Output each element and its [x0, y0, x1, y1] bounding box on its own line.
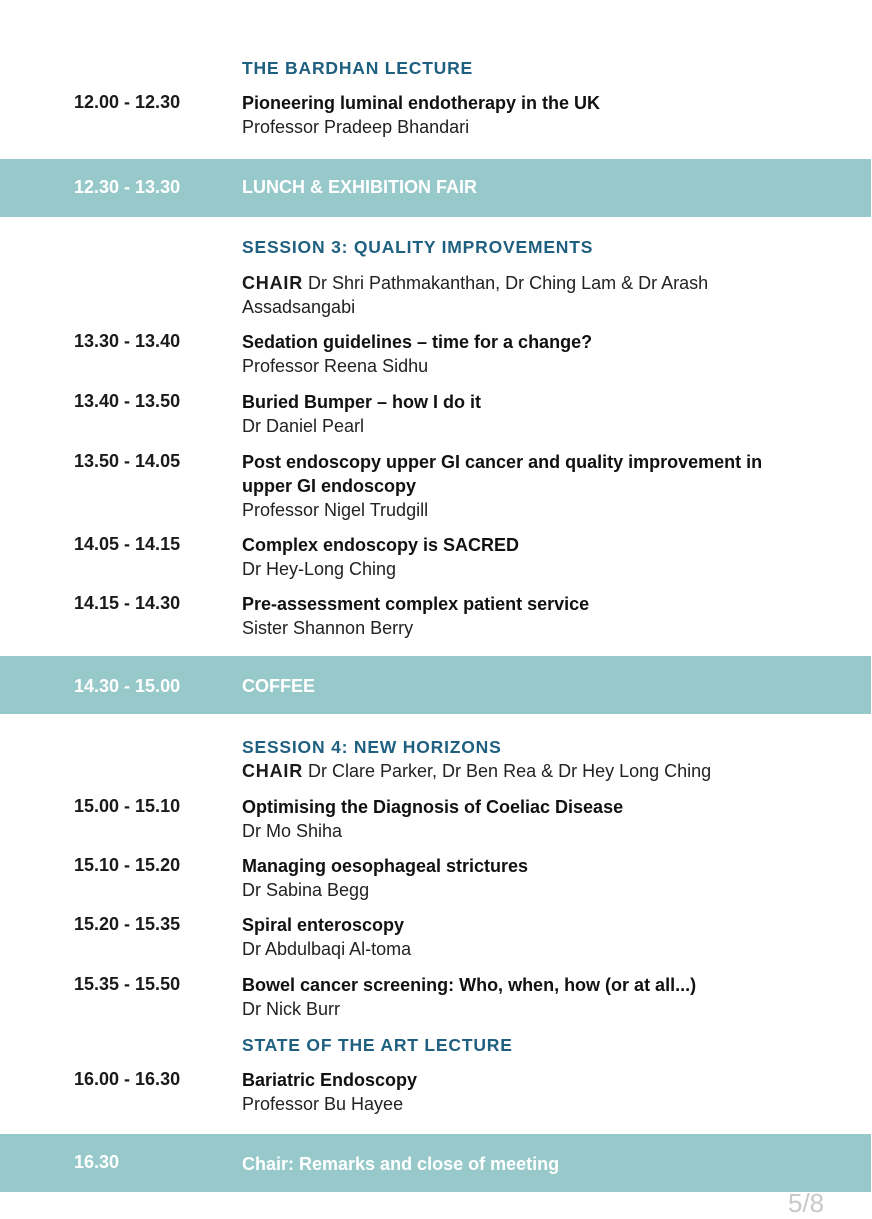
s3-item4-time: 14.05 - 14.15 — [74, 534, 181, 554]
s4-item3-speaker: Dr Abdulbaqi Al-toma — [242, 939, 412, 959]
session3-chair-label: CHAIR — [242, 273, 303, 293]
session4-heading: SESSION 4: NEW HORIZONS — [242, 737, 502, 757]
s4-item4-speaker: Dr Nick Burr — [242, 999, 340, 1019]
session4-chair-names: Dr Clare Parker, Dr Ben Rea & Dr Hey Long Ching — [308, 761, 712, 781]
state-of-art-heading: STATE OF THE ART LECTURE — [242, 1035, 513, 1055]
session3-chair-names: Dr Shri Pathmakanthan, Dr Ching Lam & Dr Arash Assadsangabi — [242, 273, 709, 317]
session4-chair — [242, 759, 802, 783]
s3-item2-time: 13.40 - 13.50 — [74, 391, 181, 411]
s3-item2-title: Buried Bumper – how I do it — [242, 392, 482, 412]
lunch-label: LUNCH & EXHIBITION FAIR — [242, 177, 478, 197]
bardhan-time: 12.00 - 12.30 — [74, 92, 181, 112]
s3-item1-speaker: Professor Reena Sidhu — [242, 356, 429, 376]
s4-item1-title: Optimising the Diagnosis of Coeliac Disease — [242, 797, 624, 817]
closing-band — [0, 1134, 871, 1192]
s4-item1-time: 15.00 - 15.10 — [74, 796, 181, 816]
lunch-band — [0, 159, 871, 217]
session3-heading: SESSION 3: QUALITY IMPROVEMENTS — [242, 237, 594, 257]
s4-item3-title: Spiral enteroscopy — [242, 915, 405, 935]
s4-item3-time: 15.20 - 15.35 — [74, 914, 181, 934]
s3-item5-time: 14.15 - 14.30 — [74, 593, 181, 613]
state-of-art-title: Bariatric Endoscopy — [242, 1070, 418, 1090]
s4-item2-title: Managing oesophageal strictures — [242, 856, 529, 876]
lunch-time: 12.30 - 13.30 — [74, 177, 181, 197]
session3-chair — [242, 271, 742, 319]
closing-time: 16.30 — [74, 1152, 120, 1172]
s3-item3-title: Post endoscopy upper GI cancer and quality improvement in upper GI endoscopy — [242, 452, 763, 496]
state-of-art-speaker: Professor Bu Hayee — [242, 1094, 404, 1114]
s3-item4-title: Complex endoscopy is SACRED — [242, 535, 520, 555]
bardhan-title: Pioneering luminal endotherapy in the UK — [242, 93, 601, 113]
s3-item4-speaker: Dr Hey-Long Ching — [242, 559, 397, 579]
page-number: 5/8 — [788, 1188, 825, 1218]
s4-item2-time: 15.10 - 15.20 — [74, 855, 181, 875]
state-of-art-time: 16.00 - 16.30 — [74, 1069, 181, 1089]
s4-item1-speaker: Dr Mo Shiha — [242, 821, 343, 841]
s3-item2-speaker: Dr Daniel Pearl — [242, 416, 365, 436]
s4-item2-speaker: Dr Sabina Begg — [242, 880, 370, 900]
s3-item3-time: 13.50 - 14.05 — [74, 451, 181, 471]
coffee-label: COFFEE — [242, 676, 316, 696]
coffee-band — [0, 656, 871, 714]
s3-item1-title: Sedation guidelines – time for a change? — [242, 332, 593, 352]
s3-item1-time: 13.30 - 13.40 — [74, 331, 181, 351]
bardhan-speaker: Professor Pradeep Bhandari — [242, 117, 470, 137]
coffee-time: 14.30 - 15.00 — [74, 676, 181, 696]
s4-item4-title: Bowel cancer screening: Who, when, how (or at all...) — [242, 975, 697, 995]
s3-item3-speaker: Professor Nigel Trudgill — [242, 500, 429, 520]
s3-item5-speaker: Sister Shannon Berry — [242, 618, 414, 638]
bardhan-lecture-heading: THE BARDHAN LECTURE — [242, 58, 474, 78]
s4-item4-time: 15.35 - 15.50 — [74, 974, 181, 994]
closing-label: Chair: Remarks and close of meeting — [242, 1154, 560, 1174]
session4-chair-label: CHAIR — [242, 761, 303, 781]
s3-item5-title: Pre-assessment complex patient service — [242, 594, 590, 614]
